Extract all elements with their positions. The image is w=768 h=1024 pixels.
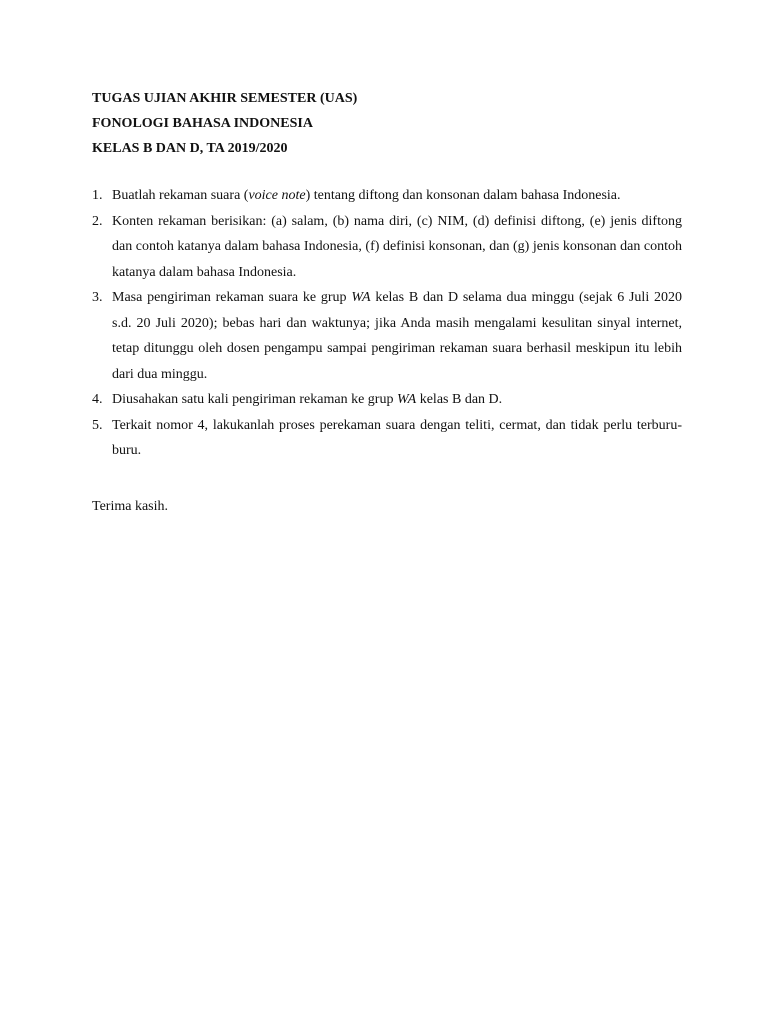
closing-text: Terima kasih. <box>92 498 168 514</box>
task-list <box>92 183 682 464</box>
task-text: Masa pengiriman rekaman suara ke grup <box>112 290 352 305</box>
task-number: 2. <box>92 213 103 229</box>
task-number: 3. <box>92 290 103 305</box>
task-item <box>92 387 682 413</box>
task-text: Buatlah rekaman suara ( <box>112 188 249 203</box>
task-item <box>92 285 682 387</box>
task-item <box>92 209 682 286</box>
task-text: Konten rekaman berisikan: (a) salam, (b) nama diri, (c) NIM, (d) definisi diftong, (e) jenis diftong dan contoh katanya dalam bahasa Indonesia, (f) definisi konsonan, dan (g) jenis konsonan dan contoh katanya dalam bahasa Indonesia. <box>112 213 682 280</box>
class-info: KELAS B DAN D, TA 2019/2020 <box>92 141 288 156</box>
task-item <box>92 413 682 464</box>
task-text: ) tentang diftong dan konsonan dalam bahasa Indonesia. <box>305 188 621 203</box>
task-text: Terkait nomor 4, lakukanlah proses perekaman suara dengan teliti, cermat, dan tidak perlu terburu-buru. <box>112 417 682 458</box>
task-text: kelas B dan D. <box>416 392 503 407</box>
document-page <box>92 86 682 533</box>
task-text: Diusahakan satu kali pengiriman rekaman ke grup <box>112 392 397 407</box>
task-text-italic: WA <box>351 290 371 305</box>
course-name: FONOLOGI BAHASA INDONESIA <box>92 116 313 131</box>
task-text-italic: voice note <box>248 188 306 203</box>
task-text: kelas B dan D selama dua minggu (sejak 6 Juli 2020 s.d. 20 Juli 2020); bebas hari dan waktunya; jika Anda masih mengalami kesulitan sinyal internet, tetap ditunggu oleh dosen pengampu sampai pengiriman rekaman suara berhasil meskipun itu lebih dari dua minggu. <box>112 290 682 382</box>
task-number: 1. <box>92 188 103 203</box>
task-item <box>92 183 682 209</box>
task-text-italic: WA <box>396 392 417 407</box>
document-title: TUGAS UJIAN AKHIR SEMESTER (UAS) <box>92 91 358 106</box>
task-number: 4. <box>92 392 103 407</box>
task-number: 5. <box>92 417 103 433</box>
